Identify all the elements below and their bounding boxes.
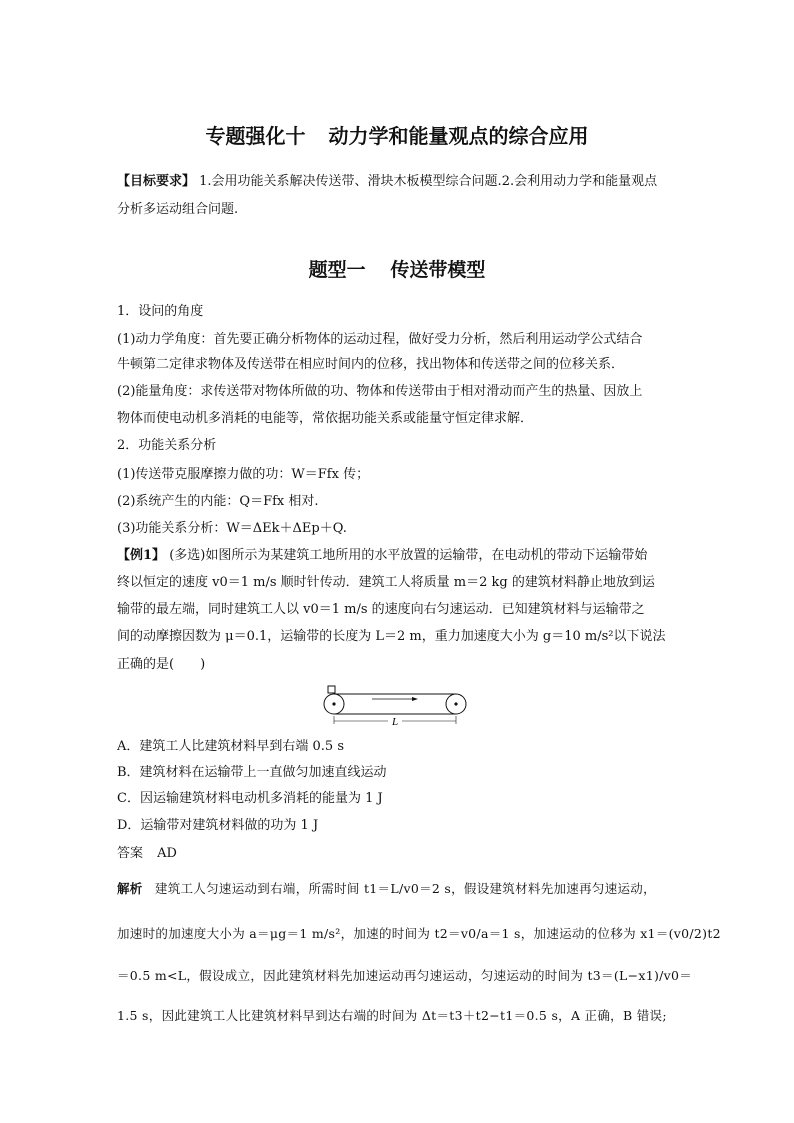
left-axle <box>332 702 335 705</box>
example-line-4: 间的动摩擦因数为 μ＝0.1，运输带的长度为 L＝2 m，重力加速度大小为 g＝10 m/s²以下说法 <box>117 629 666 644</box>
paragraph-2a: (2)能量角度：求传送带对物体所做的功、物体和传送带由于相对滑动而产生的热量、因放上 <box>117 384 643 399</box>
page-title <box>0 120 794 149</box>
section-heading <box>0 255 794 282</box>
answer-value: AD <box>157 846 177 861</box>
formula-2: (2)系统产生的内能：Q＝Ffx 相对. <box>117 494 319 509</box>
option-a: A．建筑工人比建筑材料早到右端 0.5 s <box>117 739 344 754</box>
paragraph-1a: (1)动力学角度：首先要正确分析物体的运动过程，做好受力分析，然后利用运动学公式结合 <box>117 332 643 347</box>
answer-line <box>117 845 677 863</box>
paragraph-1b: 牛顿第二定律求物体及传送带在相应时间内的位移，找出物体和传送带之间的位移关系． <box>117 357 625 372</box>
objectives-line-1 <box>117 173 677 191</box>
solution-text-1: 建筑工人匀速运动到右端，所需时间 t1＝L/v0＝2 s，假设建筑材料先加速再匀速运动， <box>154 881 656 896</box>
answer-label: 答案 <box>117 846 144 861</box>
material-block <box>328 686 335 693</box>
solution-line-1 <box>117 880 677 898</box>
option-d: D．运输带对建筑材料做的功为 1 J <box>117 818 319 833</box>
right-axle <box>454 702 457 705</box>
solution-line-4: 1.5 s，因此建筑工人比建筑材料早到达右端的时间为 Δt＝t3＋t2−t1＝0.5 s，A 正确，B 错误; <box>117 1008 667 1023</box>
option-c: C．因运输建筑材料电动机多消耗的能量为 1 J <box>117 791 383 806</box>
title-left: 专题强化十 <box>205 124 306 148</box>
section-part-2: 传送带模型 <box>390 259 486 281</box>
objectives-line-2: 分析多运动组合问题. <box>117 202 239 217</box>
solution-line-2: 加速时的加速度大小为 a＝μg＝1 m/s²，加速的时间为 t2＝v0/a＝1 s，加速运动的位移为 x1＝(v0/2)t2 <box>117 926 721 941</box>
conveyor-belt-figure <box>320 684 470 730</box>
dimension-label: L <box>391 716 399 728</box>
example-line-2: 终以恒定的速度 v0＝1 m/s 顺时针传动．建筑工人将质量 m＝2 kg 的建筑材料静止地放到运 <box>117 575 655 590</box>
solution-label: 解析 <box>117 881 143 896</box>
section-part-1: 题型一 <box>308 259 366 281</box>
title-right: 动力学和能量观点的综合应用 <box>328 124 589 148</box>
formula-3: (3)功能关系分析：W＝ΔEk＋ΔEp＋Q. <box>117 521 347 536</box>
example-label: 【例1】 <box>117 548 166 563</box>
solution-line-3: ＝0.5 m<L，假设成立，因此建筑材料先加速运动再匀速运动，匀速运动的时间为 t3＝(L−x1)/v0＝ <box>117 968 693 983</box>
objectives-label: 【目标要求】 <box>117 174 196 189</box>
example-line-5: 正确的是( ) <box>117 657 206 672</box>
heading-1: 1．设问的角度 <box>117 304 204 319</box>
example-line-1 <box>117 547 677 565</box>
example-text-1: (多选)如图所示为某建筑工地所用的水平放置的运输带，在电动机的带动下运输带始 <box>169 548 648 563</box>
option-b: B．建筑材料在运输带上一直做匀加速直线运动 <box>117 765 387 780</box>
motion-arrow-head <box>412 697 418 701</box>
heading-2: 2．功能关系分析 <box>117 438 217 453</box>
paragraph-2b: 物体而使电动机多消耗的电能等，常依据功能关系或能量守恒定律求解． <box>117 411 534 426</box>
example-line-3: 输带的最左端，同时建筑工人以 v0＝1 m/s 的速度向右匀速运动．已知建筑材料与运输带之 <box>117 602 645 617</box>
objectives-text-1: 1.会用功能关系解决传送带、滑块木板模型综合问题.2.会利用动力学和能量观点 <box>199 174 658 189</box>
formula-1: (1)传送带克服摩擦力做的功：W＝Ffx 传； <box>117 467 370 482</box>
